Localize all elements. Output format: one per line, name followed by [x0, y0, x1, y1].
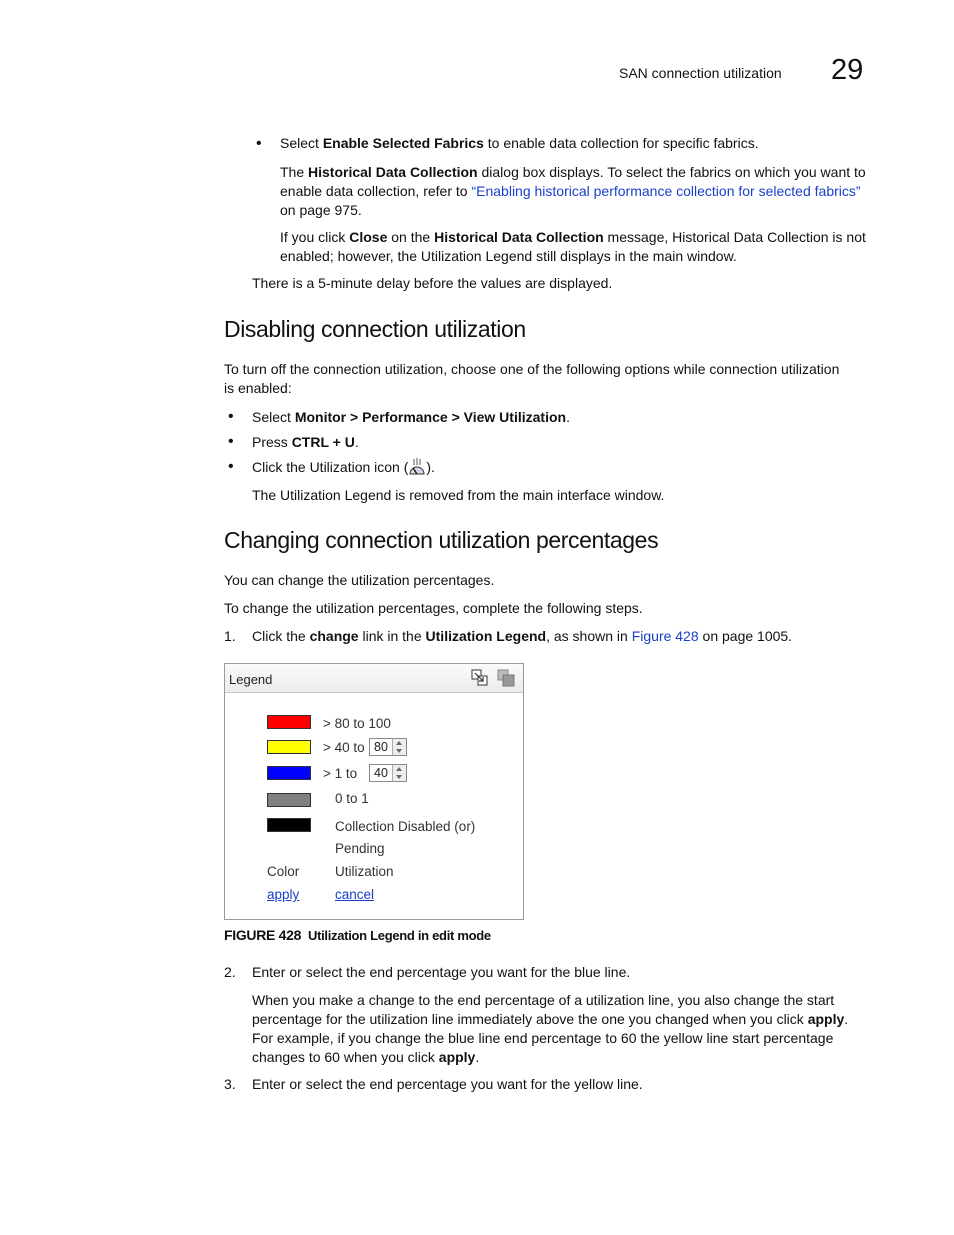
legend-swatch-blue [267, 766, 311, 780]
figure-label: FIGURE 428 [224, 927, 302, 943]
detach-icon[interactable] [471, 669, 489, 687]
legend-label-40: > 40 to [323, 740, 365, 755]
section1-lead: To turn off the connection utilization, choose one of the following options while connection utilization is enabled: [224, 361, 840, 396]
section-title-changing: Changing connection utilization percentages [224, 527, 659, 553]
restore-icon[interactable] [496, 669, 516, 687]
legend-swatch-gray [267, 793, 311, 807]
spinner-up-icon[interactable] [396, 767, 402, 771]
legend-col-color: Color [267, 864, 300, 879]
apply-link[interactable]: apply [267, 887, 300, 902]
legend-label-80-100: > 80 to 100 [323, 716, 391, 731]
blue-end-stepper[interactable]: 40 [369, 764, 407, 782]
chapter-number: 29 [831, 54, 864, 86]
yellow-end-stepper[interactable]: 80 [369, 738, 407, 756]
legend-col-utilization: Utilization [335, 864, 394, 879]
section1-item-shortcut: Press CTRL + U. [252, 434, 359, 450]
section2-p2: To change the utilization percentages, complete the following steps. [224, 600, 643, 616]
step-number: 2. [224, 964, 236, 980]
bullet-icon: • [228, 408, 234, 425]
utilization-icon [408, 458, 426, 476]
step2-text: Enter or select the end percentage you want for the blue line. [252, 964, 631, 980]
step-number: 3. [224, 1076, 236, 1092]
step-number: 1. [224, 628, 236, 644]
legend-label-0-1: 0 to 1 [335, 791, 369, 806]
legend-title: Legend [229, 672, 273, 687]
spinner-up-icon[interactable] [396, 741, 402, 745]
step2-para: When you make a change to the end percentage of a utilization line, you also change the start percentage for the utilization line immediately above the one you changed when you click apply. For example, if you change the blue line end percentage to 60 the yellow line start percentage changes to 60 when you click apply. [252, 992, 849, 1065]
legend-label-disabled: Collection Disabled (or) [335, 819, 476, 834]
bullet-icon: • [228, 458, 234, 475]
section1-item-menu: Select Monitor > Performance > View Utilization. [252, 409, 570, 425]
section2-p1: You can change the utilization percentages. [224, 572, 495, 588]
spinner-down-icon[interactable] [396, 749, 402, 753]
cross-ref-link[interactable]: “Enabling historical performance collection for selected fabrics” [471, 183, 861, 199]
step1-text: Click the change link in the Utilization Legend, as shown in Figure 428 on page 1005. [252, 628, 793, 644]
step3-text: Enter or select the end percentage you want for the yellow line. [252, 1076, 643, 1092]
legend-swatch-black [267, 818, 311, 832]
section1-item-icon: Click the Utilization icon ( ). [252, 459, 435, 475]
legend-swatch-yellow [267, 740, 311, 754]
figure-caption: Utilization Legend in edit mode [308, 928, 491, 943]
intro-para-delay: There is a 5-minute delay before the values are displayed. [252, 275, 613, 291]
figure-link[interactable]: Figure 428 [631, 628, 699, 644]
legend-header [225, 664, 523, 693]
section-title-disabling: Disabling connection utilization [224, 316, 526, 342]
bullet-icon: • [256, 135, 262, 152]
spinner-down-icon[interactable] [396, 775, 402, 779]
legend-label-pending: Pending [335, 841, 385, 856]
legend-label-1: > 1 to [323, 766, 358, 781]
legend-swatch-red [267, 715, 311, 729]
bullet-icon: • [228, 433, 234, 450]
utilization-legend-panel [224, 663, 524, 920]
intro-para-historical: The Historical Data Collection dialog box displays. To select the fabrics on which you want to enable data collection, refer to “Enabling historical performance collection for selected fabrics” on page 975. [280, 164, 866, 218]
intro-bullet: Select Enable Selected Fabrics to enable data collection for specific fabrics. [280, 135, 759, 151]
section1-note: The Utilization Legend is removed from the main interface window. [252, 487, 665, 503]
running-header: SAN connection utilization [619, 65, 782, 81]
intro-para-close: If you click Close on the Historical Data Collection message, Historical Data Collection is not enabled; however, the Utilization Legend still displays in the main window. [280, 229, 866, 264]
cancel-link[interactable]: cancel [335, 887, 375, 902]
